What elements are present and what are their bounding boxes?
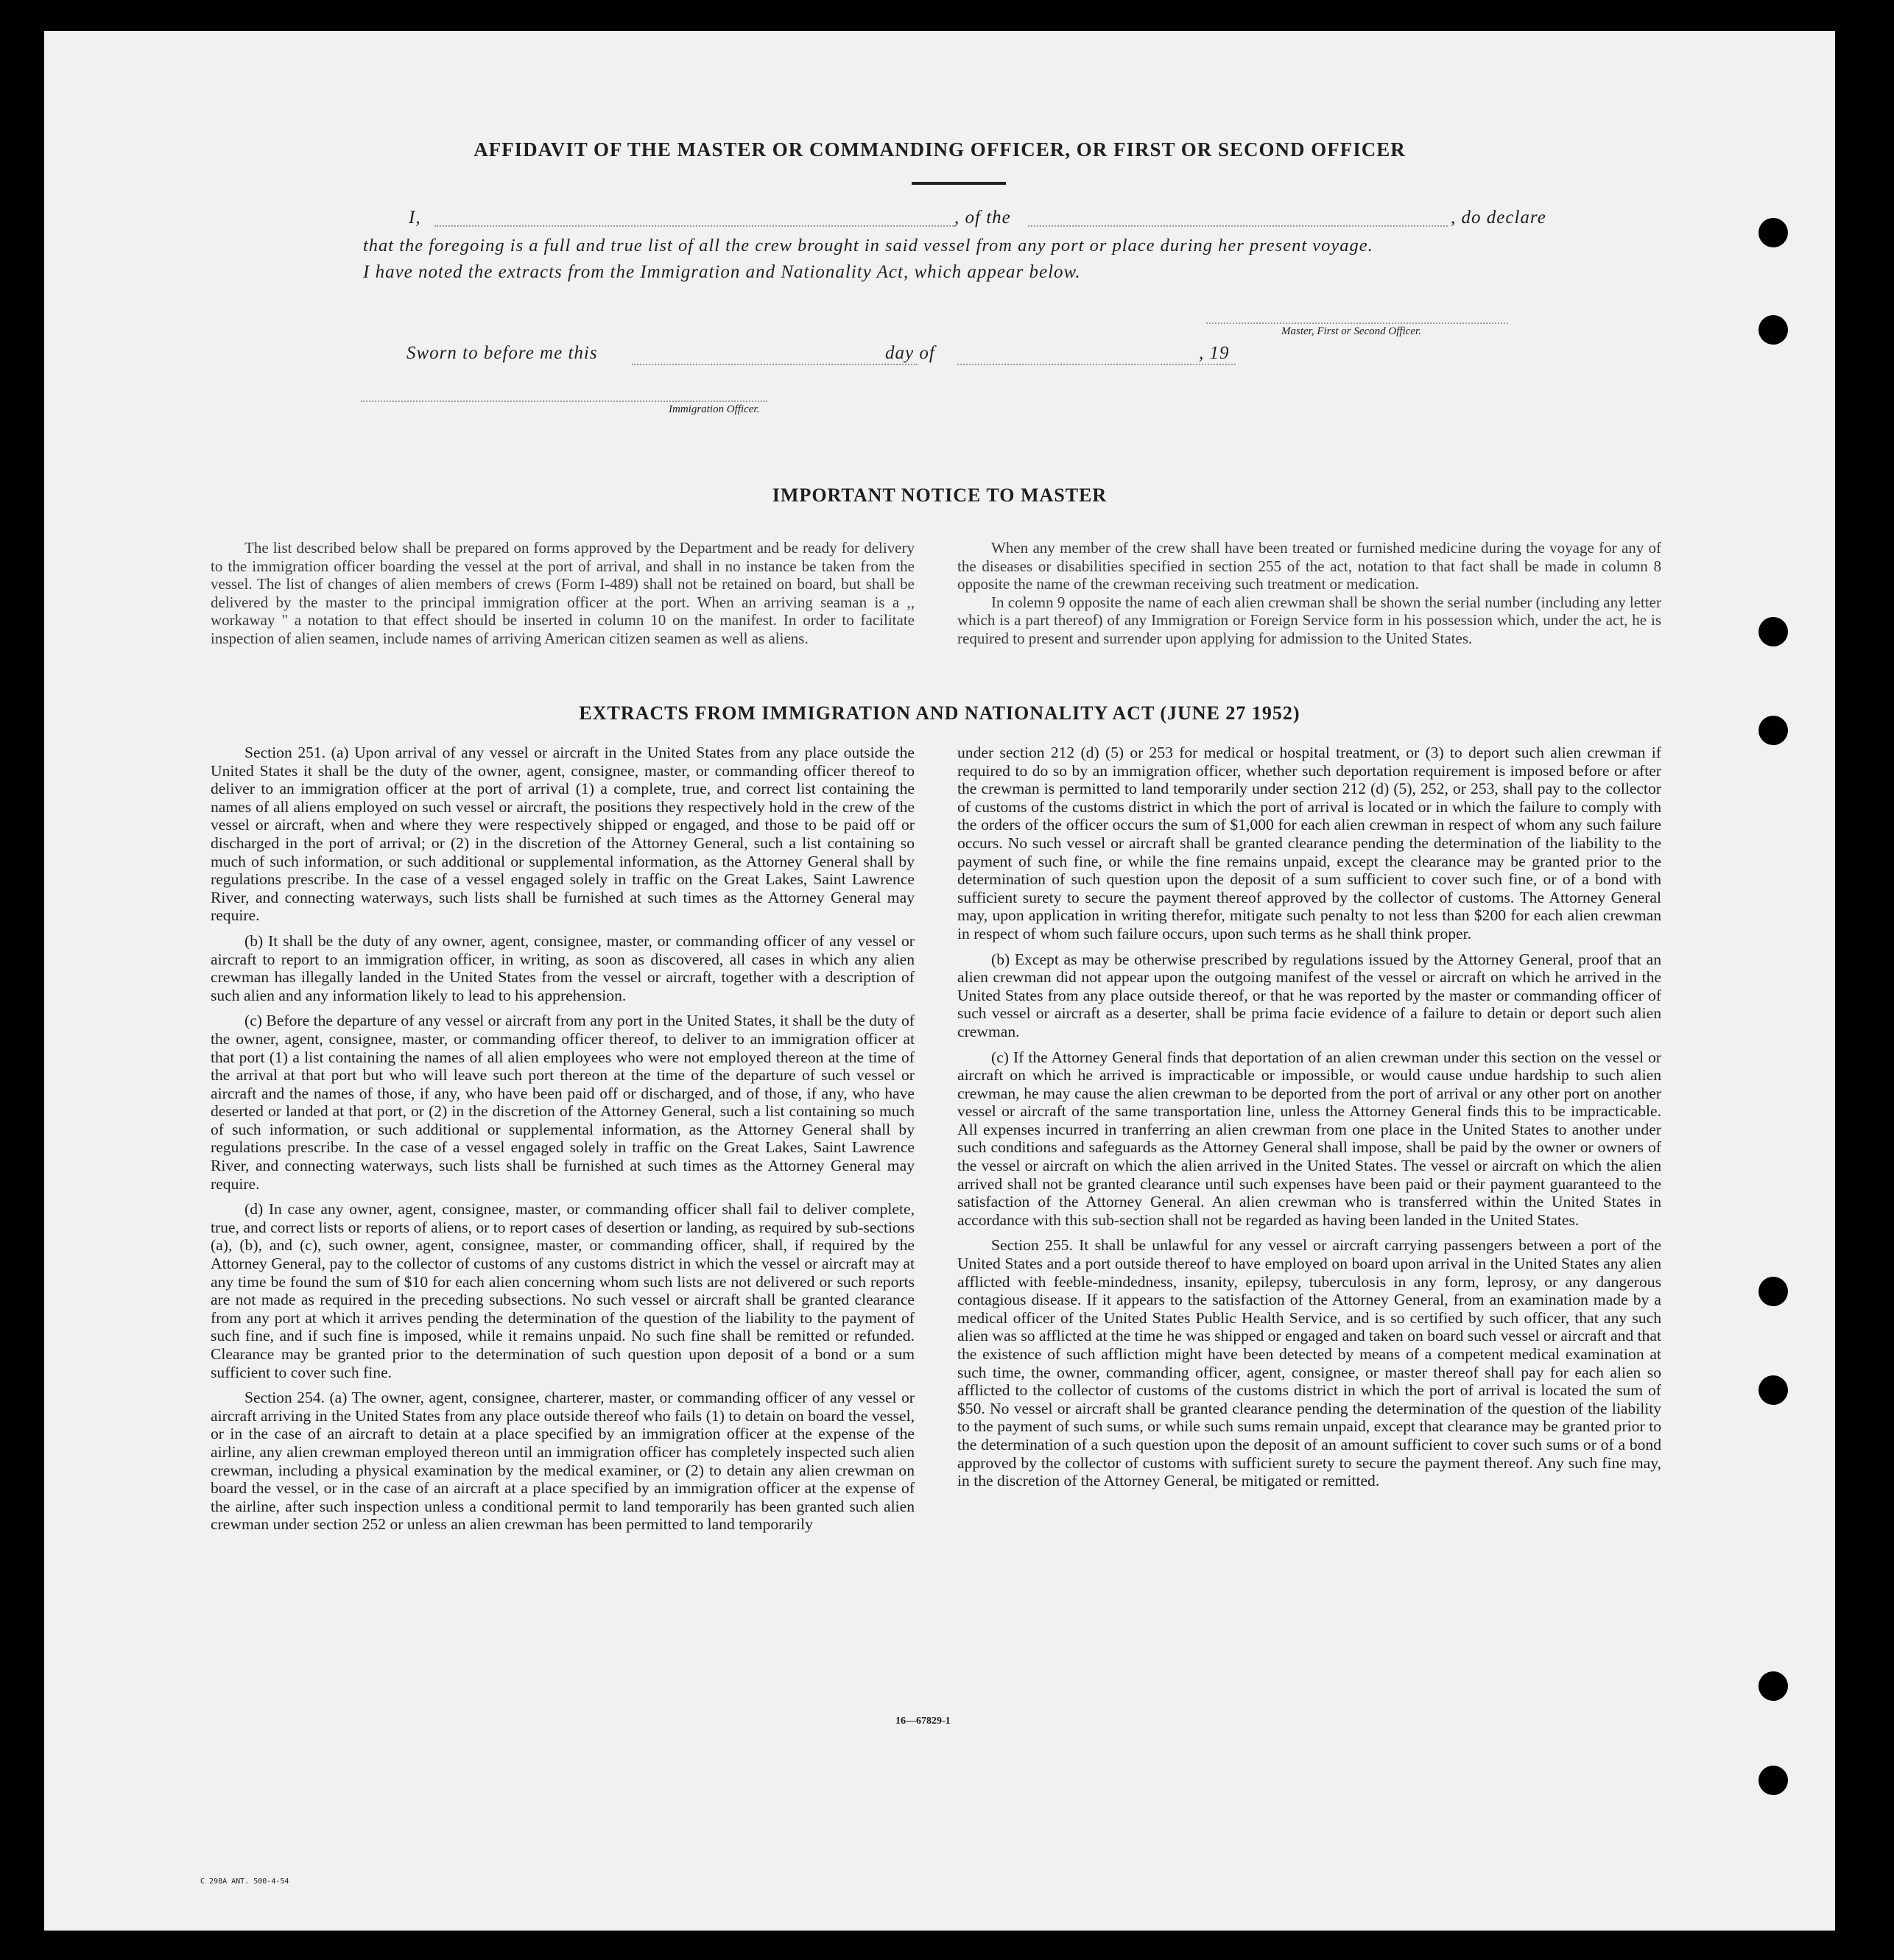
binder-hole bbox=[1759, 1277, 1788, 1306]
sworn-month-line bbox=[957, 364, 1236, 365]
section-254-b: (b) Except as may be otherwise prescribed by regulations issued by the Attorney General, proof that an alien crewman did not appear upon the outgoing manifest of the vessel or aircraft on which he arrived in the United States from any place outside thereof, or that he was reported by the master or commanding officer of such vessel or aircraft as a deserter, shall be prima facie evidence of a failure to detain or deport such alien crewman. bbox=[957, 950, 1661, 1040]
declaration-of-the: , of the bbox=[954, 208, 1011, 228]
document-page bbox=[44, 31, 1835, 1931]
binder-hole bbox=[1759, 617, 1788, 646]
extracts-right-column bbox=[957, 744, 1661, 1490]
form-number: C 298A ANT. 500-4-54 bbox=[200, 1878, 289, 1886]
notice-left-paragraph: The list described below shall be prepared on forms approved by the Department and be ready for delivery to the immigration officer boarding the vessel at the port of arrival, and shall in no instance be taken from the vessel. The list of changes of alien members of crews (Form I-489) shall not be retained on board, but shall be delivered by the master to the principal immigration officer at the port. When an arriving seaman is a ,, workaway " a notation to that effect should be inserted in column 10 on the manifest. In order to facilitate inspection of alien seamen, include names of arriving American citizen seamen as well as aliens. bbox=[211, 539, 915, 647]
section-251-d: (d) In case any owner, agent, consignee, master, or commanding officer shall fail to deliver complete, true, and correct lists or reports of aliens, or to report cases of desertion or landing, as required by sub-sections (a), (b), and (c), such owner, agent, consignee, master, or commanding officer, shall, if required by the Attorney General, pay to the collector of customs of any customs district in which the vessel or aircraft may at any time be found the sum of $10 for each alien concerning whom such lists are not delivered or such reports are not made as required in the preceding subsections. No such vessel or aircraft shall be granted clearance from any port at which it arrives pending the determination of the question of the liability to the payment of such fine, and if such fine is imposed, while it remains unpaid. No such fine shall be remitted or refunded. Clearance may be granted prior to the determination of such question upon deposit of a bond or a sum sufficient to cover such fine. bbox=[211, 1200, 915, 1381]
print-code: 16—67829-1 bbox=[895, 1716, 951, 1727]
officer-signature-line bbox=[361, 401, 767, 402]
section-251-c: (c) Before the departure of any vessel or aircraft from any port in the United States, it shall be the duty of the owner, agent, consignee, master, or commanding officer thereof, to deliver to an immigration officer at that port (1) a list containing the names of all alien employees who were not employed thereon at the time of the arrival at that port but who will leave such port thereon at the time of the departure of such vessel or aircraft and the names of those, if any, who have been paid off or discharged, and of those, if any, who have deserted or landed at that port, or (2) in the discretion of the Attorney General, such a list containing so much of such information, or such additional or supplemental information, as the Attorney General shall by regulations prescribe. In the case of a vessel engaged solely in traffic on the Great Lakes, Saint Lawrence River, and connecting waterways, such lists shall be furnished at such times as the Attorney General may require. bbox=[211, 1012, 915, 1193]
binder-hole bbox=[1759, 1766, 1788, 1795]
sworn-text: Sworn to before me this bbox=[406, 343, 598, 363]
binder-hole bbox=[1759, 1671, 1788, 1701]
declaration-line-3: I have noted the extracts from the Immigration and Nationality Act, which appear below. bbox=[363, 262, 1081, 282]
master-caption: Master, First or Second Officer. bbox=[1281, 325, 1421, 337]
declaration-i: I, bbox=[409, 208, 421, 228]
section-254-a-continued: under section 212 (d) (5) or 253 for medical or hospital treatment, or (3) to deport such alien crewman if required to do so by an immigration officer, whether such deportation requirement is imposed before or after the crewman is permitted to land temporarily under section 212 (d) (5), 252, or 253, shall pay to the collector of customs of the customs district in which the port of arrival is located or in which the failure to comply with the orders of the officer occurs the sum of $1,000 for each alien crewman in respect of whom any such failure occurs. No such vessel or aircraft shall be granted clearance pending the determination of the liability to the payment of such fine, or while the fine remains unpaid, except the clearance may be granted prior to the determination of such question upon the deposit of a sum sufficient to cover such fine, or of a bond with sufficient surety to secure the payment thereof approved by the collector of customs. The Attorney General may, upon application in writing therefor, mitigate such penalty to not less than $200 for each alien crewman in respect of whom such failure occurs, upon such terms as he shall think proper. bbox=[957, 744, 1661, 942]
extracts-left-column bbox=[211, 744, 915, 1534]
master-signature-line bbox=[1206, 322, 1508, 324]
sworn-day-of: day of bbox=[885, 343, 935, 363]
section-251-b: (b) It shall be the duty of any owner, agent, consignee, master, or commanding officer of any vessel or aircraft to report to an immigration officer, in writing, as soon as discovered, all cases in which any alien crewman has illegally landed in the United States from the vessel or aircraft, together with a description of such alien and any information likely to lead to his apprehension. bbox=[211, 931, 915, 1004]
binder-hole bbox=[1759, 1375, 1788, 1405]
vessel-field-line bbox=[1028, 225, 1448, 227]
affidavit-title: AFFIDAVIT OF THE MASTER OR COMMANDING OFFICER, OR FIRST OR SECOND OFFICER bbox=[474, 138, 1406, 161]
notice-title: IMPORTANT NOTICE TO MASTER bbox=[772, 484, 1108, 506]
declaration-do-declare: , do declare bbox=[1451, 208, 1546, 228]
sworn-day-line bbox=[632, 364, 918, 365]
notice-right-paragraph-2: In colemn 9 opposite the name of each alien crewman shall be shown the serial number (including any letter which is a part thereof) of any Immigration or Foreign Service form in his possession which, under the act, he is required to present and surrender upon applying for admission to the United States. bbox=[957, 593, 1661, 647]
section-251-a: Section 251. (a) Upon arrival of any vessel or aircraft in the United States from any place outside the United States it shall be the duty of the owner, agent, consignee, master, or commanding officer thereof to deliver to an immigration officer at the port of arrival (1) a complete, true, and correct list containing the names of all aliens employed on such vessel or aircraft, the positions they respectively hold in the crew of the vessel or aircraft, when and where they were respectively shipped or engaged, and those to be paid off or discharged in the port of arrival; or (2) in the discretion of the Attorney General, such a list containing so much of such information, or such additional or supplemental information, as the Attorney General shall by regulations prescribe. In the case of a vessel engaged solely in traffic on the Great Lakes, Saint Lawrence River, and connecting waterways, such lists shall be furnished at such times as the Attorney General may require. bbox=[211, 744, 915, 925]
notice-right-column bbox=[957, 539, 1661, 648]
section-255: Section 255. It shall be unlawful for any vessel or aircraft carrying passengers between a port of the United States and a port outside thereof to have employed on board upon arrival in the United States any alien afflicted with feeble-mindedness, insanity, epilepsy, tuberculosis in any form, leprosy, or any dangerous contagious disease. If it appears to the satisfaction of the Attorney General, from an examination made by a medical officer of the United States Public Health Service, and is so certified by such officer, that any such alien was so afflicted at the time he was shipped or engaged and taken on board such vessel or aircraft and that the existence of such affliction might have been detected by means of a competent medical examination at such time, the owner, commanding officer, agent, consignee, or master thereof shall pay for each alien so afflicted to the collector of customs of the customs district in which the port of arrival is located the sum of $50. No vessel or aircraft shall be granted clearance pending the determination of the question of the liability to the payment of such sums, or while such sums remain unpaid, except that clearance may be granted prior to the determination of a such question upon the deposit of an amount sufficient to cover such sums or of a bond approved by the collector of customs with sufficient surety to secure the payment thereof. Any such fine may, in the discretion of the Attorney General, be mitigated or remitted. bbox=[957, 1236, 1661, 1490]
name-field-line bbox=[434, 225, 956, 227]
sworn-year: , 19 bbox=[1199, 343, 1230, 363]
extracts-title: EXTRACTS FROM IMMIGRATION AND NATIONALITY ACT (JUNE 27 1952) bbox=[579, 702, 1300, 724]
binder-hole bbox=[1759, 716, 1788, 745]
section-254-a: Section 254. (a) The owner, agent, consignee, charterer, master, or commanding officer of any vessel or aircraft arriving in the United States from any place outside thereof who fails (1) to detain on board the vessel, or in the case of an aircraft to detain at a place specified by an immigration officer at the expense of the airline, any alien crewman employed thereon until an immigration officer has completely inspected such alien crewman, including a physical examination by the medical examiner, or (2) to detain any alien crewman on board the vessel, or in the case of an aircraft at a place specified by an immigration officer at the expense of the airline, after such inspection unless a conditional permit to land temporarily has been granted such alien crewman under section 252 or unless an alien crewman has been permitted to land temporarily bbox=[211, 1389, 915, 1534]
title-divider bbox=[912, 182, 1006, 185]
officer-caption: Immigration Officer. bbox=[669, 403, 760, 415]
binder-hole bbox=[1759, 218, 1788, 247]
declaration-line-2: that the foregoing is a full and true list of all the crew brought in said vessel from any port or place during her present voyage. bbox=[363, 236, 1373, 255]
notice-right-paragraph-1: When any member of the crew shall have been treated or furnished medicine during the voyage for any of the diseases or disabilities specified in section 255 of the act, notation to that fact shall be made in column 8 opposite the name of the crewman receiving such treatment or medication. bbox=[957, 539, 1661, 593]
binder-hole bbox=[1759, 315, 1788, 345]
section-254-c: (c) If the Attorney General finds that deportation of an alien crewman under this section on the vessel or aircraft on which he arrived is impracticable or impossible, or would cause undue hardship to such alien crewman, he may cause the alien crewman to be deported from the port of arrival or any other port on another vessel or aircraft of the same transportation line, unless the Attorney General finds this to be impracticable. All expenses incurred in tranferring an alien crewman from one place in the United States to another under such conditions and safeguards as the Attorney General shall impose, shall be paid by the owner or owners of the vessel or aircraft on which the alien arrived in the United States. The vessel or aircraft on which the alien arrived shall not be granted clearance until such expenses have been paid or their payment guaranteed to the satisfaction of the Attorney General. An alien crewman who is transferred within the United States in accordance with this sub-section shall not be regarded as having been landed in the United States. bbox=[957, 1048, 1661, 1229]
